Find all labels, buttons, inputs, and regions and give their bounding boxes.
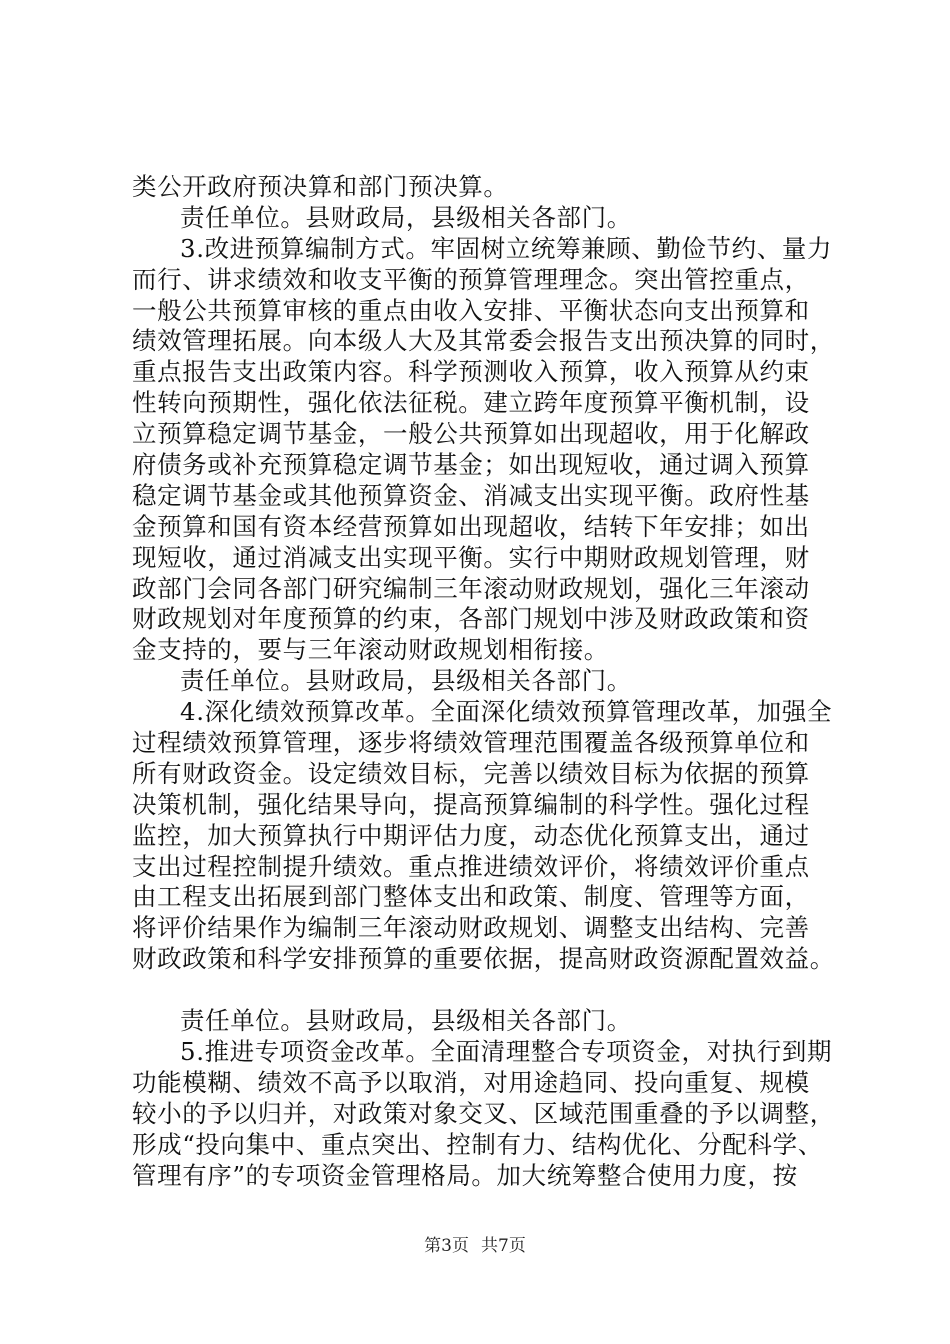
text-line: 3.改进预算编制方式。牢固树立统筹兼顾、勤俭节约、量力 — [180, 233, 833, 263]
text-line: 绩效管理拓展。向本级人大及其常委会报告支出预决算的同时， — [132, 326, 835, 356]
document-body — [132, 172, 835, 1191]
text-line: 财政政策和科学安排预算的重要依据，提高财政资源配置效益。 — [132, 944, 835, 974]
text-line: 责任单位。县财政局，县级相关各部门。 — [180, 666, 632, 696]
text-line: 较小的予以归并，对政策对象交叉、区域范围重叠的予以调整， — [132, 1098, 835, 1128]
page-footer — [0, 1236, 950, 1256]
text-line: 政部门会同各部门研究编制三年滚动财政规划，强化三年滚动 — [132, 573, 810, 603]
text-line: 府债务或补充预算稳定调节基金；如出现短收，通过调入预算 — [132, 450, 810, 480]
text-line: 4.深化绩效预算改革。全面深化绩效预算管理改革，加强全 — [180, 697, 833, 727]
text-line: 稳定调节基金或其他预算资金、消减支出实现平衡。政府性基 — [132, 480, 810, 510]
text-line: 支出过程控制提升绩效。重点推进绩效评价，将绩效评价重点 — [132, 851, 810, 881]
text-line: 责任单位。县财政局，县级相关各部门。 — [180, 202, 632, 232]
text-line: 决策机制，强化结果导向，提高预算编制的科学性。强化过程 — [132, 789, 810, 819]
text-line: 一般公共预算审核的重点由收入安排、平衡状态向支出预算和 — [132, 295, 810, 325]
text-line: 财政规划对年度预算的约束，各部门规划中涉及财政政策和资 — [132, 604, 810, 634]
text-line: 金支持的，要与三年滚动财政规划相衔接。 — [132, 635, 609, 665]
text-line: 管理有序”的专项资金管理格局。加大统筹整合使用力度，按 — [132, 1160, 798, 1190]
text-line: 所有财政资金。设定绩效目标，完善以绩效目标为依据的预算 — [132, 758, 810, 788]
text-line: 监控，加大预算执行中期评估力度，动态优化预算支出，通过 — [132, 820, 810, 850]
text-line: 类公开政府预决算和部门预决算。 — [132, 172, 509, 201]
paragraph-gap — [132, 975, 832, 1006]
text-line: 形成“投向集中、重点突出、控制有力、结构优化、分配科学、 — [132, 1129, 823, 1159]
text-line: 将评价结果作为编制三年滚动财政规划、调整支出结构、完善 — [132, 913, 810, 943]
text-line: 重点报告支出政策内容。科学预测收入预算，收入预算从约束 — [132, 357, 810, 387]
text-line: 现短收，通过消减支出实现平衡。实行中期财政规划管理，财 — [132, 542, 810, 572]
text-line: 5.推进专项资金改革。全面清理整合专项资金，对执行到期 — [180, 1036, 833, 1066]
text-line: 而行、讲求绩效和收支平衡的预算管理理念。突出管控重点， — [132, 264, 810, 294]
page-number: 第3页 — [424, 1236, 469, 1256]
page-total: 共7页 — [481, 1236, 526, 1256]
text-line: 性转向预期性，强化依法征税。建立跨年度预算平衡机制，设 — [132, 388, 810, 418]
text-line: 过程绩效预算管理，逐步将绩效管理范围覆盖各级预算单位和 — [132, 728, 810, 758]
text-line: 由工程支出拓展到部门整体支出和政策、制度、管理等方面， — [132, 882, 810, 912]
text-line: 功能模糊、绩效不高予以取消，对用途趋同、投向重复、规模 — [132, 1067, 810, 1097]
text-line: 立预算稳定调节基金，一般公共预算如出现超收，用于化解政 — [132, 419, 810, 449]
text-line: 金预算和国有资本经营预算如出现超收，结转下年安排；如出 — [132, 511, 810, 541]
text-line: 责任单位。县财政局，县级相关各部门。 — [180, 1006, 632, 1036]
